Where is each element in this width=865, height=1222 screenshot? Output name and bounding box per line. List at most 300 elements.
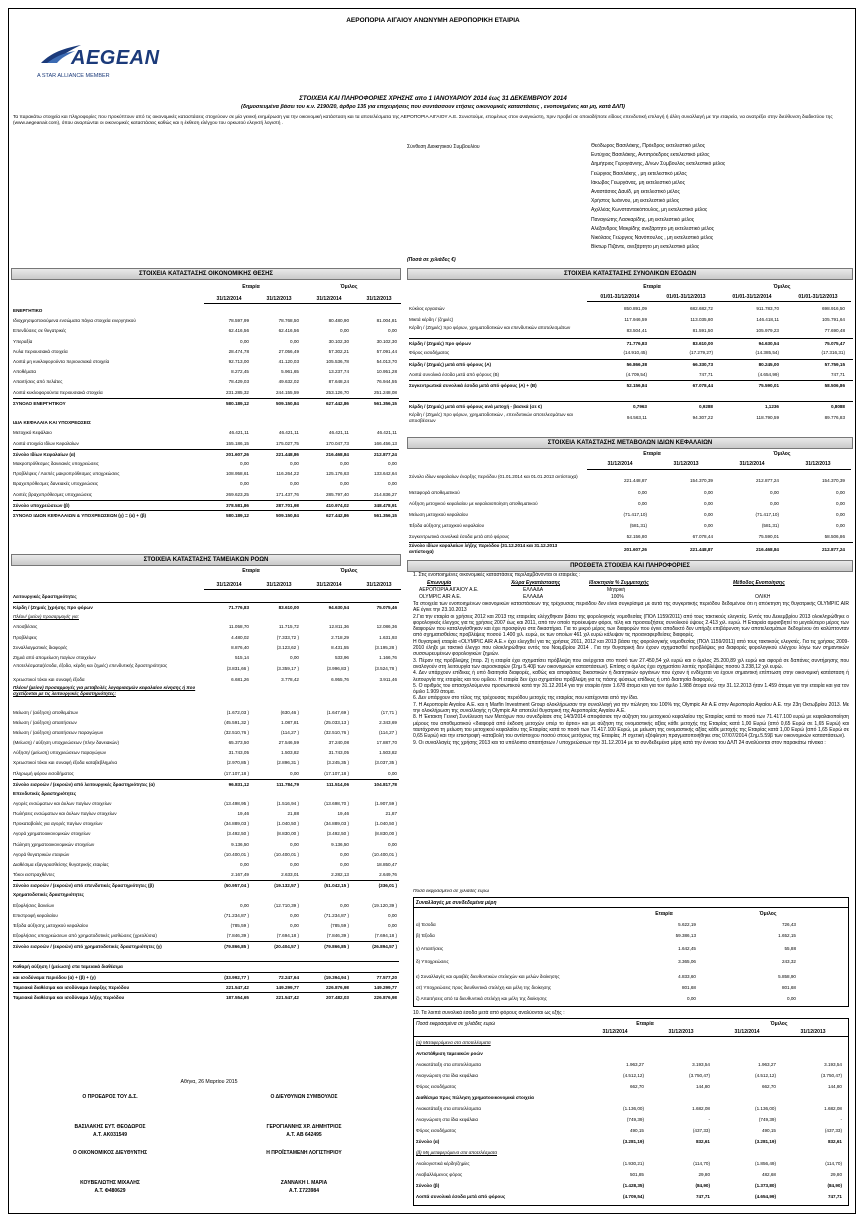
row-value: 0,00 <box>704 501 713 506</box>
row-label: Ταμειακά διαθέσιμα και ισοδύναμα λήξης περιόδου <box>13 994 125 1000</box>
financial-statement-page <box>8 8 856 1214</box>
row-value: 747,71 <box>830 371 845 377</box>
table-row <box>409 487 853 498</box>
table-row <box>13 840 399 850</box>
logo-subtitle: A STAR ALLIANCE MEMBER <box>37 73 110 79</box>
oci-value: (1.136,00) <box>623 1106 644 1111</box>
oci-value: (4.654,99) <box>755 1194 776 1199</box>
row-value: 0,00 <box>290 841 299 847</box>
note-paragraph: 5. Ο αριθμός του απασχολούμενου προσωπικού κατά την 31.12.2014 για την εταιρία ήταν 1.678 άτομα και για τον όμιλο 1.988 άτομα ενώ την 31.12.2013 ήταν 1.459 άτομα για την εταιρία και για τον όμιλο 1.909 άτομα. <box>413 682 849 696</box>
note-paragraph: Η θυγατρική εταιρία «OLYMPIC AIR A.E.» έχει ελεγχθεί για τις χρήσεις 2011, 2012 και 2013 βάσει της φορολογικής νομοθεσίας (ΠΟΛ 1159/2011) από τους τακτικούς ελεγκτές. Για τις χρήσεις 2009-2010 έληξε με τακτικό έλεγχο που ολοκληρώθηκε εντός του Νοεμβρίου 2014 . Για την θυγατρική δεν έχουν σχηματισθεί προβλέψεις για διαφορές φορολογικού ελέγχου λόγω των σημαντικών συσσωρευμένων φορολογικών ζημιών. <box>413 638 849 658</box>
row-label: Πληρωμή φόρου εισοδήματος <box>13 770 74 776</box>
row-value: (2.896,31 ) <box>276 760 299 766</box>
table-row <box>13 490 399 500</box>
related-group: 1.652,15 <box>778 933 796 938</box>
row-value: (3.524,78 ) <box>374 666 397 672</box>
oci-value: (3.281,19) <box>623 1139 644 1144</box>
row-value: 67.078,44 <box>692 534 713 539</box>
row-value: 0,00 <box>340 861 349 867</box>
row-value: 78.768,50 <box>278 318 299 324</box>
table-row <box>13 418 399 428</box>
row-value: 37.240,08 <box>328 740 349 746</box>
row-value: 0,00 <box>290 481 299 487</box>
signature-id: Α.Τ. ΑΚ031549 <box>92 1132 127 1138</box>
row-label: Εξοφλήσεις υποχρεώσεων από χρηματοδοτικές μισθώσεις (χρεολύσια) <box>13 932 157 938</box>
row-value: 747,71 <box>698 371 713 377</box>
row-label: Αγορές ενσώματων και άυλων παγίων στοιχείων <box>13 801 112 807</box>
table-row <box>409 338 853 349</box>
table-row <box>409 520 853 531</box>
row-value: (32.510,76 ) <box>324 729 349 735</box>
cons-head: Μέθοδος Ενοποίησης <box>733 580 785 586</box>
oci-value: (437,33) <box>824 1128 842 1133</box>
row-value: 80.245,00 <box>758 362 779 367</box>
oci-value: (4.709,54) <box>623 1194 644 1199</box>
row-value: 561.356,15 <box>374 513 397 518</box>
row-value: 0,00 <box>340 902 349 908</box>
row-value: (26.894,57 ) <box>372 944 397 950</box>
row-value: (79.866,85 ) <box>224 944 249 950</box>
oci-value: (114,70) <box>825 1161 842 1166</box>
table-row <box>13 326 399 336</box>
row-value: (34.889,03 ) <box>324 821 349 827</box>
col-date: 31/12/2013 <box>800 1029 826 1035</box>
row-value: 0,00 <box>290 654 299 660</box>
table-row <box>13 500 399 510</box>
oci-value: (4.512,12) <box>755 1073 776 1078</box>
board-member: Θεόδωρος Βασιλάκης, Πρόεδρος εκτελεστικό μέλος <box>591 143 706 149</box>
row-value: 509.150,84 <box>276 400 299 406</box>
related-row <box>416 931 846 940</box>
related-header: Συναλλαγές με συνδεδεμένα μέρη <box>416 900 497 906</box>
row-value: 57.302,21 <box>328 348 349 354</box>
row-value: 221.547,42 <box>226 984 249 990</box>
row-value: 65.373,50 <box>228 740 249 746</box>
row-value: (3.831,66 ) <box>226 666 249 672</box>
row-label: Αποσβέσεις <box>13 624 38 630</box>
table-row <box>13 819 399 829</box>
board-member: Βίκτωρ Πιζάντε, ανεξάρτητο μη εκτελεστικό μέλος <box>591 244 700 251</box>
row-value: (34.889,03 ) <box>224 821 249 827</box>
col-group: Όμιλος <box>773 451 791 457</box>
table-row <box>13 992 399 1002</box>
row-value: 117.946,59 <box>624 316 647 322</box>
signature-role: Ο ΟΙΚΟΝΟΜΙΚΟΣ ΔΙΕΥΘΥΝΤΗΣ <box>72 1150 148 1156</box>
row-value: 94.630,54 <box>328 605 349 611</box>
row-value: 212.877,24 <box>822 547 845 552</box>
row-label: Κέρδη / (Ζημιές) προ φόρων, χρηματοδοτικών , επενδυτικών αποτελεσμάτων και αποσβέσεων <box>409 412 573 423</box>
table-row <box>13 510 399 520</box>
related-parties-table <box>413 897 849 1007</box>
oci-value: (1.373,80) <box>755 1183 776 1188</box>
row-value: 11.058,70 <box>228 624 249 630</box>
row-label: Πλέον/ (μείον) προσαρμογές για μεταβολές λογαριασμών κεφαλαίου κίνησης ή που σχετίζονται με τις λειτουργικές δραστηριότητες: <box>13 685 196 696</box>
oci-value: (1.428,35) <box>623 1183 644 1188</box>
row-label: Αύξηση μετοχικού κεφαλαίου με κεφαλαιοποίηση αποθεματικού <box>409 501 538 506</box>
table-row <box>13 675 399 685</box>
related-row <box>416 944 846 953</box>
row-value: 3.778,42 <box>281 677 299 683</box>
table-row <box>13 459 399 469</box>
row-value: (2.970,85 ) <box>226 760 249 766</box>
oci-label: Φόρος εισοδήματος <box>416 1128 457 1133</box>
row-label: Διαθέσιμα εξαγορασθείσης θυγατρικής εταιρίας <box>13 861 109 867</box>
row-value: 171.437,76 <box>276 491 299 497</box>
row-label: Κέρδη / (Ζημιές) προ φόρων <box>409 340 471 346</box>
row-value: 94.563,11 <box>626 415 647 420</box>
row-value: 0,00 <box>388 328 397 334</box>
col-date: 31/12/2013 <box>266 582 292 588</box>
row-value: 1.087,81 <box>281 719 299 725</box>
row-value: 201.607,26 <box>624 547 647 552</box>
row-value: 214.836,27 <box>374 491 397 497</box>
oci-value: 501,85 <box>629 1172 644 1177</box>
row-label: Χρεωστικοί τόκοι και συναφή έξοδα <box>13 677 85 683</box>
row-value: 251.248,08 <box>374 389 397 395</box>
row-value: 52.156,84 <box>626 383 647 389</box>
row-label: Πλέον/ (μείον) προσαρμογές για: <box>13 614 79 620</box>
row-value: 221.448,87 <box>690 547 713 552</box>
table-row <box>13 449 399 459</box>
cashflow-col-headers <box>11 566 401 590</box>
oci-value: - <box>840 1117 842 1122</box>
row-label: Λοιπά στοιχεία Ιδίων Κεφαλαίων <box>13 440 79 446</box>
row-value: 1.503,82 <box>281 750 299 756</box>
row-value: (14.385,54) <box>755 350 779 356</box>
row-value: (581,31) <box>761 523 779 528</box>
table-row <box>13 718 399 728</box>
row-value: 561.356,15 <box>374 400 397 406</box>
row-value: 108.958,61 <box>226 471 249 477</box>
row-value: 111.784,79 <box>276 781 299 787</box>
oci-row <box>416 1082 846 1091</box>
row-value: 0,00 <box>388 770 397 776</box>
oci-amounts-note: Ποσά εκφρασμένα σε χιλιάδες ευρώ <box>416 1021 496 1027</box>
col-group: Όμιλος <box>340 568 358 574</box>
col-company: Εταιρία <box>242 284 260 290</box>
oci-value: 747,71 <box>827 1194 842 1199</box>
table-row <box>13 901 399 911</box>
row-value: 76.944,55 <box>376 379 397 385</box>
row-value: 580.189,12 <box>226 513 249 518</box>
table-row <box>13 469 399 479</box>
row-value: 81.591,50 <box>692 328 713 334</box>
row-value: (3.492,50 ) <box>326 831 349 837</box>
row-value: 75.590,01 <box>758 534 779 539</box>
row-value: 105.979,23 <box>756 328 779 334</box>
row-value: (3.359,17 ) <box>276 666 299 672</box>
oci-value: 1.682,08 <box>692 1106 710 1111</box>
table-row <box>13 850 399 860</box>
row-value: 0,00 <box>836 523 845 528</box>
row-value: 0,00 <box>340 851 349 857</box>
table-row <box>13 779 399 789</box>
row-value: 133.642,64 <box>374 471 397 477</box>
row-value: 212.877,24 <box>374 451 397 457</box>
row-value: 75.590,01 <box>758 383 779 389</box>
row-value: 0,00 <box>388 481 397 487</box>
row-value: (1.516,94 ) <box>276 801 299 807</box>
table-row <box>409 348 853 359</box>
table-row <box>13 738 399 748</box>
table-row <box>409 359 853 370</box>
equity-statement-table <box>409 474 853 554</box>
related-row <box>416 983 846 992</box>
row-value: 207.482,03 <box>326 994 349 1000</box>
row-value: (32.510,76 ) <box>224 729 249 735</box>
table-row <box>409 325 853 338</box>
related-label: ζ) Απαιτήσεις από τα διευθυντικά στελέχη και μέλη της διοίκησης <box>416 996 547 1001</box>
row-value: (13.498,95 ) <box>224 801 249 807</box>
row-label: Αγορά χρηματοοικονομικών στοιχείων <box>13 831 91 837</box>
table-row <box>13 799 399 809</box>
intro-paragraph: Τα παρακάτω στοιχεία και πληροφορίες που προκύπτουν από τις οικονομικές καταστάσεις στοχεύουν σε μία γενική ενημέρωση για την οικονομική κατάσταση και τα αποτελέσματα της ΑΕΡΟΠΟΡΙΑ ΑΙΓΑΙΟΥ Α.Ε. Συνιστούμε, επομένως στον αναγνώστη, πριν προβεί σε οποιαδήποτε είδους επενδυτική επιλογή ή άλλη συναλλαγή με την εταιρεία, να ανατρέξει στην διεύθυνση διαδικτύου της (www.aegeanair.com), όπου αναρτώνται οι οικονομικές καταστάσεις καθώς και η έκθεση ελέγχου του ορκωτού ελεγκτή λογιστή . <box>13 115 833 127</box>
table-row <box>13 388 399 398</box>
oci-value: 832,61 <box>695 1139 710 1144</box>
row-value: 1.166,76 <box>379 654 397 660</box>
row-label: (Μείωση) / αύξηση υποχρεώσεων (πλην δανειακών) <box>13 740 119 746</box>
oci-row <box>416 1104 846 1113</box>
table-row <box>409 315 853 326</box>
oci-label: (α) Μεταφερόμενα στα αποτελέσματα <box>416 1040 491 1045</box>
row-value: (630,46 ) <box>280 709 299 715</box>
row-value: 170.047,73 <box>326 440 349 446</box>
row-value: 28.474,78 <box>228 348 249 354</box>
row-value: (17.316,31) <box>821 350 845 356</box>
col-date: 31/12/2013 <box>366 582 392 588</box>
row-value: 226.876,98 <box>326 984 349 990</box>
col-company: Εταιρία <box>643 451 661 457</box>
row-label: και ισοδύναμα περιόδου (α) + (β) + (γ) <box>13 974 96 980</box>
row-value: 0,00 <box>388 461 397 466</box>
row-label: Αγορά θυγατρικών εταιριών <box>13 851 70 857</box>
col-group: Όμιλος <box>773 284 791 290</box>
oci-value: 144,80 <box>695 1084 710 1089</box>
row-value: (50.957,04 ) <box>224 883 249 889</box>
row-label: Μετοχικό Κεφάλαιο <box>13 430 52 436</box>
row-value: 0,00 <box>836 501 845 506</box>
row-label: Σύνολο εισροών / (εκροών) από λειτουργικές δραστηριότητες (α) <box>13 781 155 787</box>
row-label: Βραχυπρόθεσμες δανειακές υποχρεώσεις <box>13 481 99 487</box>
income-col-headers <box>407 280 853 304</box>
income-statement-title: ΣΤΟΙΧΕΙΑ ΚΑΤΑΣΤΑΣΗΣ ΣΥΝΟΛΙΚΩΝ ΕΣΟΔΩΝ <box>407 268 853 280</box>
row-value: (7.846,39 ) <box>326 932 349 938</box>
row-label: Σύνολο Ιδίων Κεφαλαίων (α) <box>13 451 76 457</box>
board-member: Αναστάσιος Δαυίδ, μη εκτελεστικό μέλος <box>591 189 680 195</box>
signature-id: Α.Τ. Φ480629 <box>94 1188 126 1194</box>
oci-label: Αναλογιστικά κέρδη/ζημίες <box>416 1161 470 1166</box>
table-row <box>409 304 853 315</box>
row-value: (33.992,77 ) <box>224 974 249 980</box>
row-value: 113.035,80 <box>690 316 713 322</box>
table-row <box>13 357 399 367</box>
table-row <box>409 474 853 487</box>
related-group: 243,32 <box>781 959 796 964</box>
row-value: 57.759,15 <box>824 362 845 367</box>
signature-role: Η ΠΡΟΪΣΤΑΜΕΝΗ ΛΟΓΙΣΤΗΡΙΟΥ <box>266 1150 342 1156</box>
row-label: Κέρδη / (Ζημιές) μετά από φόρους (Α) <box>409 362 492 367</box>
row-value: 0,00 <box>388 841 397 847</box>
row-value: (17.107,18 ) <box>324 770 349 776</box>
row-value: (114,27 ) <box>378 729 397 735</box>
row-label: Μείωση / (αύξηση) απαιτήσεων παραγώγων <box>13 729 104 735</box>
table-row <box>13 870 399 880</box>
board-member: Ευτύχιος Βασιλάκης, Αντιπρόεδρος εκτελεστικό μέλος <box>591 152 710 159</box>
row-value: 4.480,02 <box>231 634 249 640</box>
row-label: Χρεωστικοί τόκοι και συναφή έξοδα καταβεβλημένα <box>13 760 117 766</box>
cons-cell: ΕΛΛΑΔΑ <box>523 594 544 600</box>
row-value: 78.429,03 <box>228 379 249 385</box>
table-row <box>13 789 399 799</box>
note-paragraph: 6. Δεν υπάρχουν στο τέλος της τρέχουσας περιόδου μετοχές της εταιρίας που κατέχονται από την ίδια. <box>413 695 639 702</box>
notes-paragraphs <box>413 601 849 887</box>
row-value: 31.743,05 <box>328 750 349 756</box>
row-label: Λοιπά κυκλοφορούντα περιουσιακά στοιχεία <box>13 389 103 395</box>
oci-value: 3.193,54 <box>692 1062 710 1067</box>
table-row <box>13 748 399 758</box>
row-value: (1.907,59 ) <box>374 801 397 807</box>
table-row <box>13 911 399 921</box>
col-date: 31/12/2013 <box>366 296 392 302</box>
oci-value: (3.750,47) <box>821 1073 842 1078</box>
oci-row <box>416 1170 846 1179</box>
oci-row <box>416 1060 846 1069</box>
row-value: (19.132,57 ) <box>274 883 299 889</box>
note-paragraph: 2.Για την εταιρία οι χρήσεις 2012 και 2013 της εταιρείας ελέγχθηκαν βάσει της φορολογικής νομοθεσίας (ΠΟΛ 1159/2011) από τους τακτικούς ελεγκτές. Εντός του Δεκεμβρίου 2013 ολοκληρώθηκε ο φορολογικός έλεγχος για τις χρήσεις 2007 έως και 2011, από τον οποίο προέκυψαν φόροι, τέλη και προσαυξήσεις συνολικού ύψους 2.413 χιλ. ευρώ. Η Εταιρεία αμφισβητεί το μεγαλύτερο μέρος των διαφορών που καταλογίσθηκαν και έχει προσφύγει στα δικαστήρια. Για το μικρό μέρος των διαφορών που έγινε αποδεκτό δεν υπήρξε επιβάρυνση των αποτελεσμάτων δεδομένου ότι καλύπτονταν από σχηματισθείσες προβλέψεις ποσού 1.400 χιλ. ευρώ, εκ των οποίων 461 χιλ ευρώ κάλυψαν τις προαναφερθείσες διαφορές. <box>413 613 849 639</box>
row-value: 83.610,00 <box>278 605 299 611</box>
row-value: 216.468,84 <box>756 547 779 552</box>
row-value: 118.790,59 <box>756 415 779 420</box>
row-value: (3.037,35 ) <box>374 760 397 766</box>
row-value: 0,00 <box>240 902 249 908</box>
col-company: Εταιρία <box>655 911 673 917</box>
row-label: Μακροπρόθεσμες δανειακές υποχρεώσεις <box>13 461 99 466</box>
row-value: 580.189,12 <box>226 400 249 406</box>
oci-value: 1.963,27 <box>626 1062 644 1067</box>
oci-value: 490,15 <box>761 1128 776 1133</box>
row-value: 19,46 <box>337 811 349 817</box>
row-value: 0,00 <box>770 501 779 506</box>
row-value: 201.607,26 <box>226 451 249 457</box>
aegean-logo <box>31 43 161 85</box>
row-label: Κέρδη / (Ζημιές) μετά από φόρους ανά μετοχή - βασικά (σε €) <box>409 404 542 410</box>
oci-value: 29,80 <box>830 1172 842 1177</box>
col-group: Όμιλος <box>770 1021 788 1027</box>
row-label: Χρηματοδοτικές δραστηριότητες <box>13 892 84 898</box>
row-label: Προβλέψεις / Λοιπές μακροπρόθεσμες υποχρεώσεις <box>13 471 120 477</box>
row-label: Πώληση χρηματοοικονομικών στοιχείων <box>13 841 95 847</box>
row-value: 285.797,40 <box>326 491 349 497</box>
row-value: (20.404,57 ) <box>274 944 299 950</box>
oci-row <box>416 1049 846 1058</box>
equity-col-headers <box>407 449 853 471</box>
row-value: 46.421,11 <box>228 430 249 436</box>
row-value: 83.504,41 <box>626 328 647 334</box>
row-value: 78.597,99 <box>228 318 249 324</box>
row-value: 515,14 <box>234 654 249 660</box>
row-value: 0,00 <box>240 461 249 466</box>
row-value: (3.195,28 ) <box>374 644 397 650</box>
row-value: 2.649,76 <box>379 872 397 878</box>
row-value: 54.013,70 <box>376 359 397 364</box>
row-value: 72.247,64 <box>278 974 299 980</box>
row-label: Κύκλος εργασιών <box>409 306 445 311</box>
oci-row <box>416 1093 846 1102</box>
notes-title: ΠΡΟΣΘΕΤΑ ΣΤΟΙΧΕΙΑ ΚΑΙ ΠΛΗΡΟΦΟΡΙΕΣ <box>407 560 853 572</box>
row-label: ΕΝΕΡΓΗΤΙΚΟ <box>13 308 43 313</box>
note-paragraph: Τα στοιχεία των ενοποιημένων οικονομικών καταστάσεων της τρέχουσας περιόδου δεν είναι συγκρίσιμα με αυτά της συγκριτικής περιόδου δεδομένου ότι η απόκτηση της θυγατρικής OLYMPIC AIR AE έγινε την 23.10.2013 <box>413 601 849 614</box>
related-company: 4.833,60 <box>678 974 696 979</box>
oci-label: Αναγνώριση στα ίδια κεφάλαια <box>416 1073 478 1078</box>
row-value: (10.400,01 ) <box>274 851 299 857</box>
table-row <box>13 653 399 663</box>
row-value: 0,00 <box>290 770 299 776</box>
row-value: 627.442,86 <box>326 400 349 406</box>
oci-value: 482,68 <box>761 1172 776 1177</box>
related-group: 801,68 <box>781 985 796 990</box>
statement-title: ΣΤΟΙΧΕΙΑ ΚΑΙ ΠΛΗΡΟΦΟΡΙΕΣ ΧΡΗΣΗΣ απο 1 ΙΑΝΟΥΑΡΙΟΥ 2014 έως 31 ΔΕΚΕΜΒΡΙΟΥ 2014 <box>299 95 567 102</box>
row-value: (71.417,10) <box>623 512 647 517</box>
table-row <box>13 829 399 839</box>
table-row <box>13 961 399 971</box>
row-value: 12.811,36 <box>328 624 349 630</box>
row-value: 0,00 <box>704 490 713 495</box>
row-value: 3.911,46 <box>379 677 397 683</box>
oci-value: 3.193,54 <box>824 1062 842 1067</box>
row-value: (4.709,54) <box>626 371 647 377</box>
row-value: 2.282,13 <box>331 872 349 878</box>
row-value: 71.776,83 <box>228 605 249 611</box>
row-value: 0,00 <box>340 461 349 466</box>
row-value: 0,00 <box>388 922 397 928</box>
note-paragraph: 3. Πέραν της πρόβλεψης (παρ. 2) η εταιρία έχει σχηματίσει πρόβλεψη που ανέρχεται στο ποσό των 27.450,54 χιλ ευρώ και ο όμιλος 25.200,89 χιλ ευρώ και αφορά σε δαπάνες συντήρησης που αναλογούν στη λειτουργία των αεροσκαφών (Σημ 5.40β των οικονομικών καταστάσεων). Επίσης ο όμιλος έχει σχηματίσει λοιπές προβλέψεις ποσού 3.238,12 χιλ ευρώ. <box>413 657 849 670</box>
row-value: 17.887,70 <box>376 740 397 746</box>
table-row <box>13 367 399 377</box>
balance-sheet-col-headers <box>11 280 401 304</box>
row-value: 71.776,83 <box>626 340 647 346</box>
row-value: (71.234,87 ) <box>324 912 349 918</box>
row-label: Πωλήσεις ενσώματων και άυλων παγίων στοιχείων <box>13 811 117 817</box>
row-value: (7.694,18 ) <box>276 932 299 938</box>
row-value: 0,00 <box>290 861 299 867</box>
row-value: (3.245,35 ) <box>326 760 349 766</box>
oci-row <box>416 1071 846 1080</box>
row-value: 509.150,84 <box>276 513 299 518</box>
row-value: 221.448,87 <box>624 478 647 483</box>
row-value: (336,01 ) <box>378 883 397 889</box>
row-value: 13.237,74 <box>328 369 349 375</box>
cons-cell: 100% <box>611 594 624 600</box>
row-label: Σύνολο υποχρεώσεων (β) <box>13 502 70 508</box>
row-label: Ταμειακά διαθέσιμα και ισοδύναμα έναρξης περιόδου <box>13 984 130 990</box>
row-value: 104.817,78 <box>374 781 397 787</box>
board-member: Παναγιώτης Λασκαρίδης, μη εκτελεστικό μέλος <box>591 216 695 223</box>
row-value: 92.713,00 <box>228 359 249 364</box>
row-value: (7.846,39 ) <box>226 932 249 938</box>
col-period: 01/01-31/12/2013 <box>666 294 706 300</box>
row-value: 0,00 <box>240 338 249 344</box>
row-value: 2.167,49 <box>231 872 249 878</box>
row-value: 0,00 <box>704 523 713 528</box>
note-paragraph: 9. Οι συναλλαγές της χρήσης 2013 και τα υπόλοιπα απαιτήσεων / υποχρεώσεων την 31.12.2014 με τα συνδεδεμένα μέρη κατά την έννοια του ΔΛΠ 24 αναλύονται στον παρακάτω πίνακα : <box>413 739 826 746</box>
oci-value: 662,70 <box>629 1084 644 1089</box>
row-label: ΣΥΝΟΛΟ ΕΝΕΡΓΗΤΙΚΟΥ <box>13 400 66 406</box>
table-row <box>13 931 399 941</box>
table-row <box>13 337 399 347</box>
row-label: Επιστροφή κεφαλαίου <box>13 912 58 918</box>
row-value: 89.776,83 <box>824 415 845 420</box>
col-date: 31/12/2014 <box>602 1029 628 1035</box>
